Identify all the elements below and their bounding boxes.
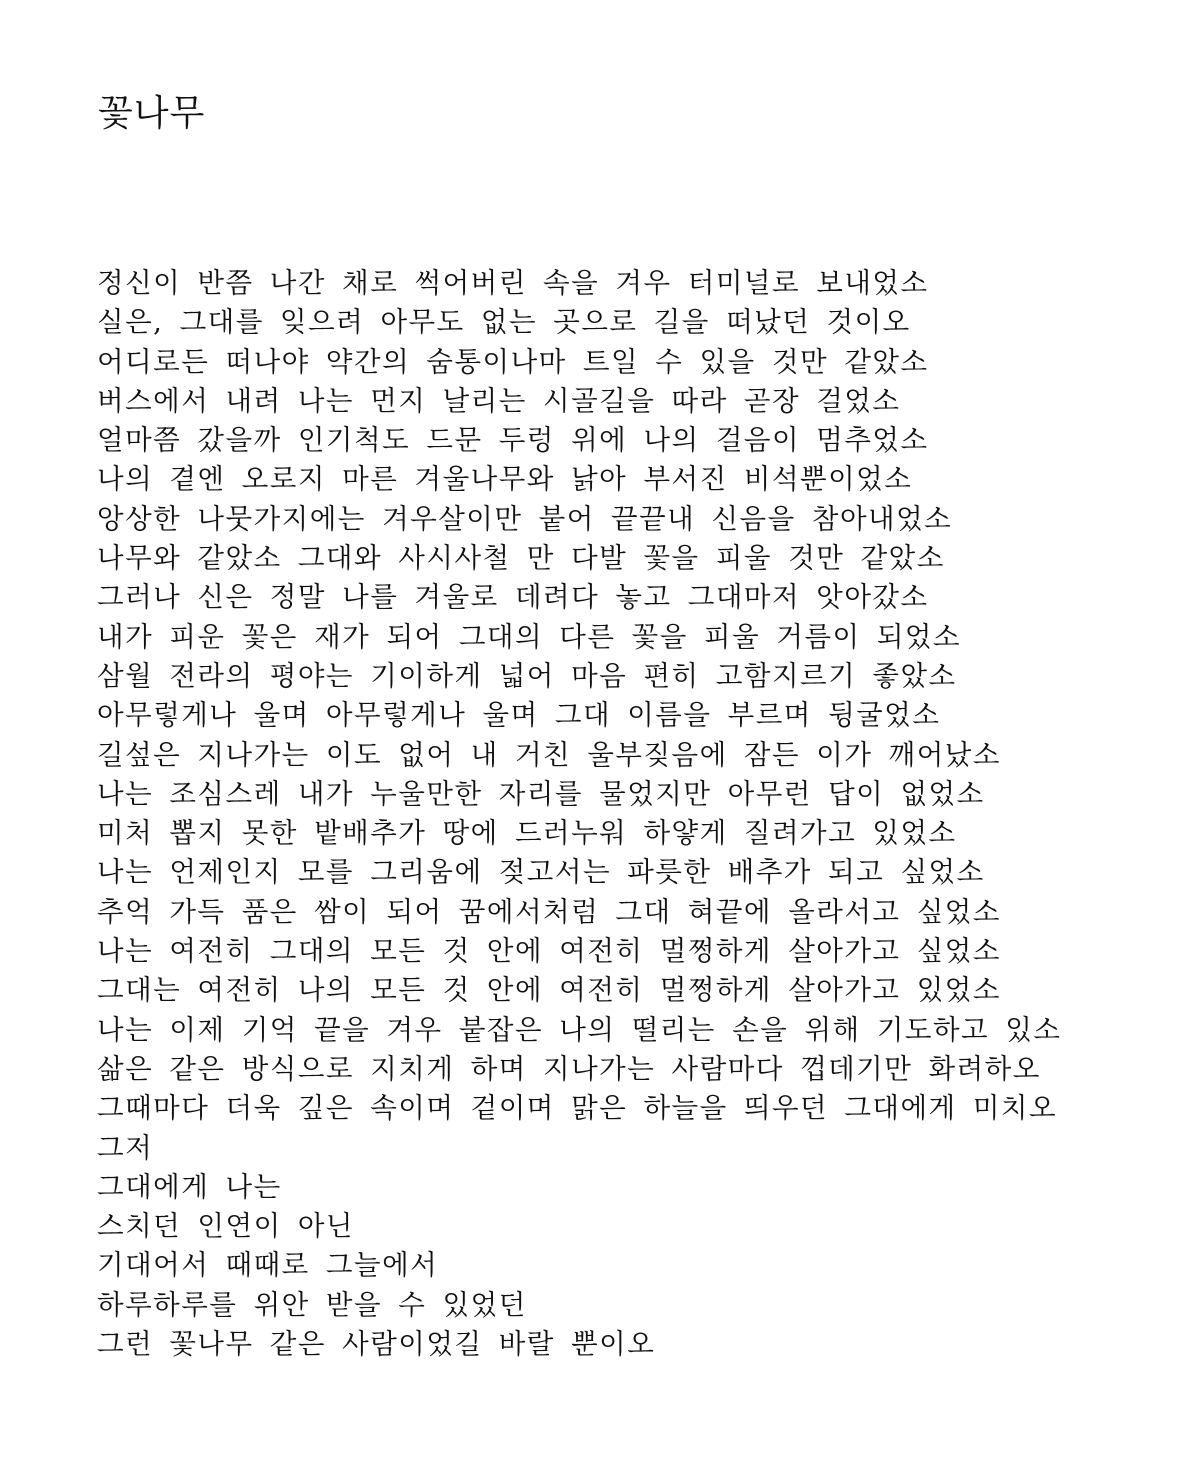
poem-line: 정신이 반쯤 나간 채로 썩어버린 속을 겨우 터미널로 보내었소 xyxy=(97,267,929,299)
poem-line: 나의 곁엔 오로지 마른 겨울나무와 낡아 부서진 비석뿐이었소 xyxy=(97,463,913,496)
poem-line: 스치던 인연이 아닌 xyxy=(97,1210,355,1243)
poem-body xyxy=(97,264,1177,1364)
poem-line: 그러나 신은 정말 나를 겨울로 데려다 놓고 그대마저 앗아갔소 xyxy=(97,581,929,614)
poem-line: 나는 조심스레 내가 누울만한 자리를 물었지만 아무런 답이 없었소 xyxy=(97,777,985,810)
poem-line: 그때마다 더욱 깊은 속이며 겉이며 맑은 하늘을 띄우던 그대에게 미치오 xyxy=(97,1092,1058,1125)
poem-line: 아무렇게나 울며 아무렇게나 울며 그대 이름을 부르며 뒹굴었소 xyxy=(97,699,941,732)
poem-line: 그저 xyxy=(97,1131,154,1164)
poem-line: 삼월 전라의 평야는 기이하게 넓어 마음 편히 고함지르기 좋았소 xyxy=(97,659,957,692)
poem-line: 나는 여전히 그대의 모든 것 안에 여전히 멀쩡하게 살아가고 싶었소 xyxy=(97,935,1001,968)
poem-line: 버스에서 내려 나는 먼지 날리는 시골길을 따라 곧장 걸었소 xyxy=(97,384,901,417)
poem-title: 꽃나무 xyxy=(98,93,206,134)
poem-line: 내가 피운 꽃은 재가 되어 그대의 다른 꽃을 피울 거름이 되었소 xyxy=(97,620,962,653)
poem-line: 삶은 같은 방식으로 지치게 하며 지나가는 사람마다 껍데기만 화려하오 xyxy=(97,1052,1041,1085)
poem-line: 그대에게 나는 xyxy=(97,1170,282,1203)
poem-line: 나는 언제인지 모를 그리움에 젖고서는 파릇한 배추가 되고 싶었소 xyxy=(97,856,985,889)
poem-line: 그런 꽃나무 같은 사람이었길 바랄 뿐이오 xyxy=(97,1328,656,1361)
poem-line: 하루하루를 위안 받을 수 있었던 xyxy=(97,1288,527,1321)
poem-line: 길섶은 지나가는 이도 없어 내 거친 울부짖음에 잠든 이가 깨어났소 xyxy=(97,738,1001,771)
poem-line: 나는 이제 기억 끝을 겨우 붙잡은 나의 떨리는 손을 위해 기도하고 있소 xyxy=(97,1013,1062,1046)
poem-line: 나무와 같았소 그대와 사시사철 만 다발 꽃을 피울 것만 같았소 xyxy=(97,542,945,575)
poem-line: 얼마쯤 갔을까 인기척도 드문 두렁 위에 나의 걸음이 멈추었소 xyxy=(97,424,929,457)
poem-line: 앙상한 나뭇가지에는 겨우살이만 붙어 끝끝내 신음을 참아내었소 xyxy=(97,502,953,535)
poem-line: 그대는 여전히 나의 모든 것 안에 여전히 멀쩡하게 살아가고 있었소 xyxy=(97,974,1001,1007)
poem-line: 실은, 그대를 잊으려 아무도 없는 곳으로 길을 떠났던 것이오 xyxy=(97,306,911,339)
poem-line: 어디로든 떠나야 약간의 숨통이나마 트일 수 있을 것만 같았소 xyxy=(97,345,929,378)
poem-line: 추억 가득 품은 쌈이 되어 꿈에서처럼 그대 혀끝에 올라서고 싶었소 xyxy=(97,895,1001,928)
poem-line: 미처 뽑지 못한 밭배추가 땅에 드러누워 하얗게 질려가고 있었소 xyxy=(97,817,957,850)
poem-line: 기대어서 때때로 그늘에서 xyxy=(97,1249,439,1282)
